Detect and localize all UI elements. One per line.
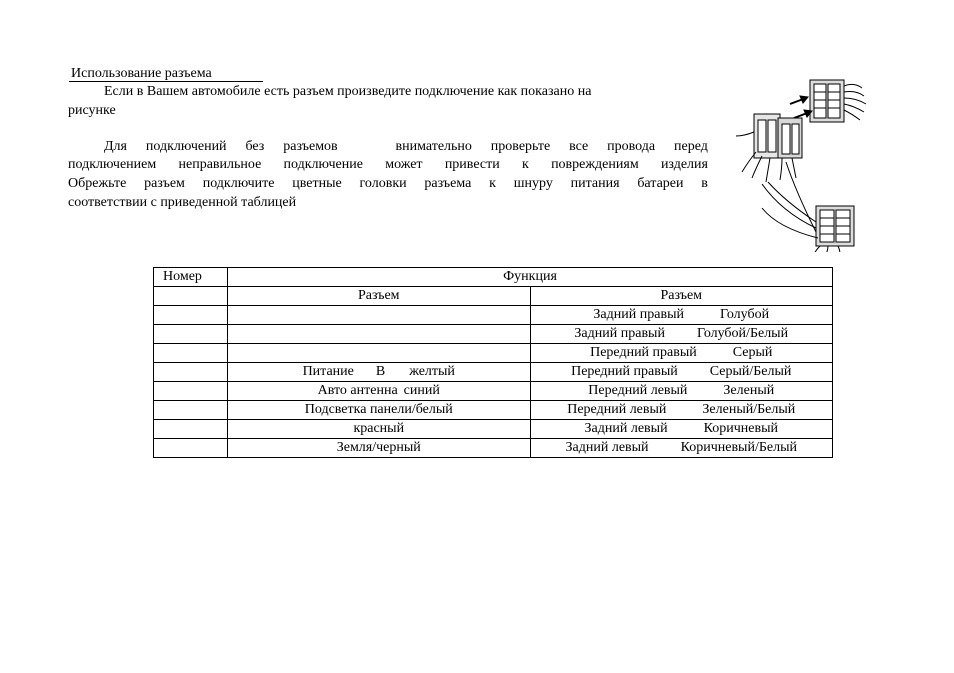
paragraph2-line2: подключением неправильное подключение может привести к повреждениям изделия	[68, 157, 708, 172]
subheader-right: Разъем	[530, 287, 833, 306]
table-row: красный Задний левый Коричневый	[154, 420, 833, 439]
paragraph2-line3: Обрежьте разъем подключите цветные головки разъема к шнуру питания батареи в	[68, 176, 708, 191]
female-connector-icon	[810, 80, 866, 122]
table-row: Авто антенна синий Передний левый Зеленый	[154, 382, 833, 401]
subheader-left: Разъем	[228, 287, 531, 306]
header-number: Номер	[154, 268, 228, 287]
table-row: Питание В желтый Передний правый Серый/Белый	[154, 363, 833, 382]
table-row: Земля/черный Задний левый Коричневый/Белый	[154, 439, 833, 458]
table-row: Подсветка панели/белый Передний левый Зеленый/Белый	[154, 401, 833, 420]
table-header-row	[154, 268, 833, 287]
paragraph2-line1: Для подключений без разъемов внимательно проверьте все провода перед	[104, 139, 708, 154]
table-subheader-row	[154, 287, 833, 306]
connector-illustration	[732, 72, 872, 252]
header-function: Функция	[228, 268, 833, 287]
table-row: Задний правый Голубой/Белый	[154, 325, 833, 344]
table-row: Передний правый Серый	[154, 344, 833, 363]
heading-underline	[69, 81, 263, 82]
paragraph1-line2: рисунке	[68, 103, 116, 118]
table-row: Задний правый Голубой	[154, 306, 833, 325]
wiring-table	[153, 267, 833, 458]
male-connector-icon	[736, 114, 802, 182]
paragraph1-line1: Если в Вашем автомобиле есть разъем произведите подключение как показано на	[104, 84, 592, 99]
arrow-icon	[790, 96, 812, 118]
wired-connector-icon	[762, 162, 854, 252]
paragraph2-line4: соответствии с приведенной таблицей	[68, 195, 297, 210]
section-heading: Использование разъема	[71, 66, 212, 81]
